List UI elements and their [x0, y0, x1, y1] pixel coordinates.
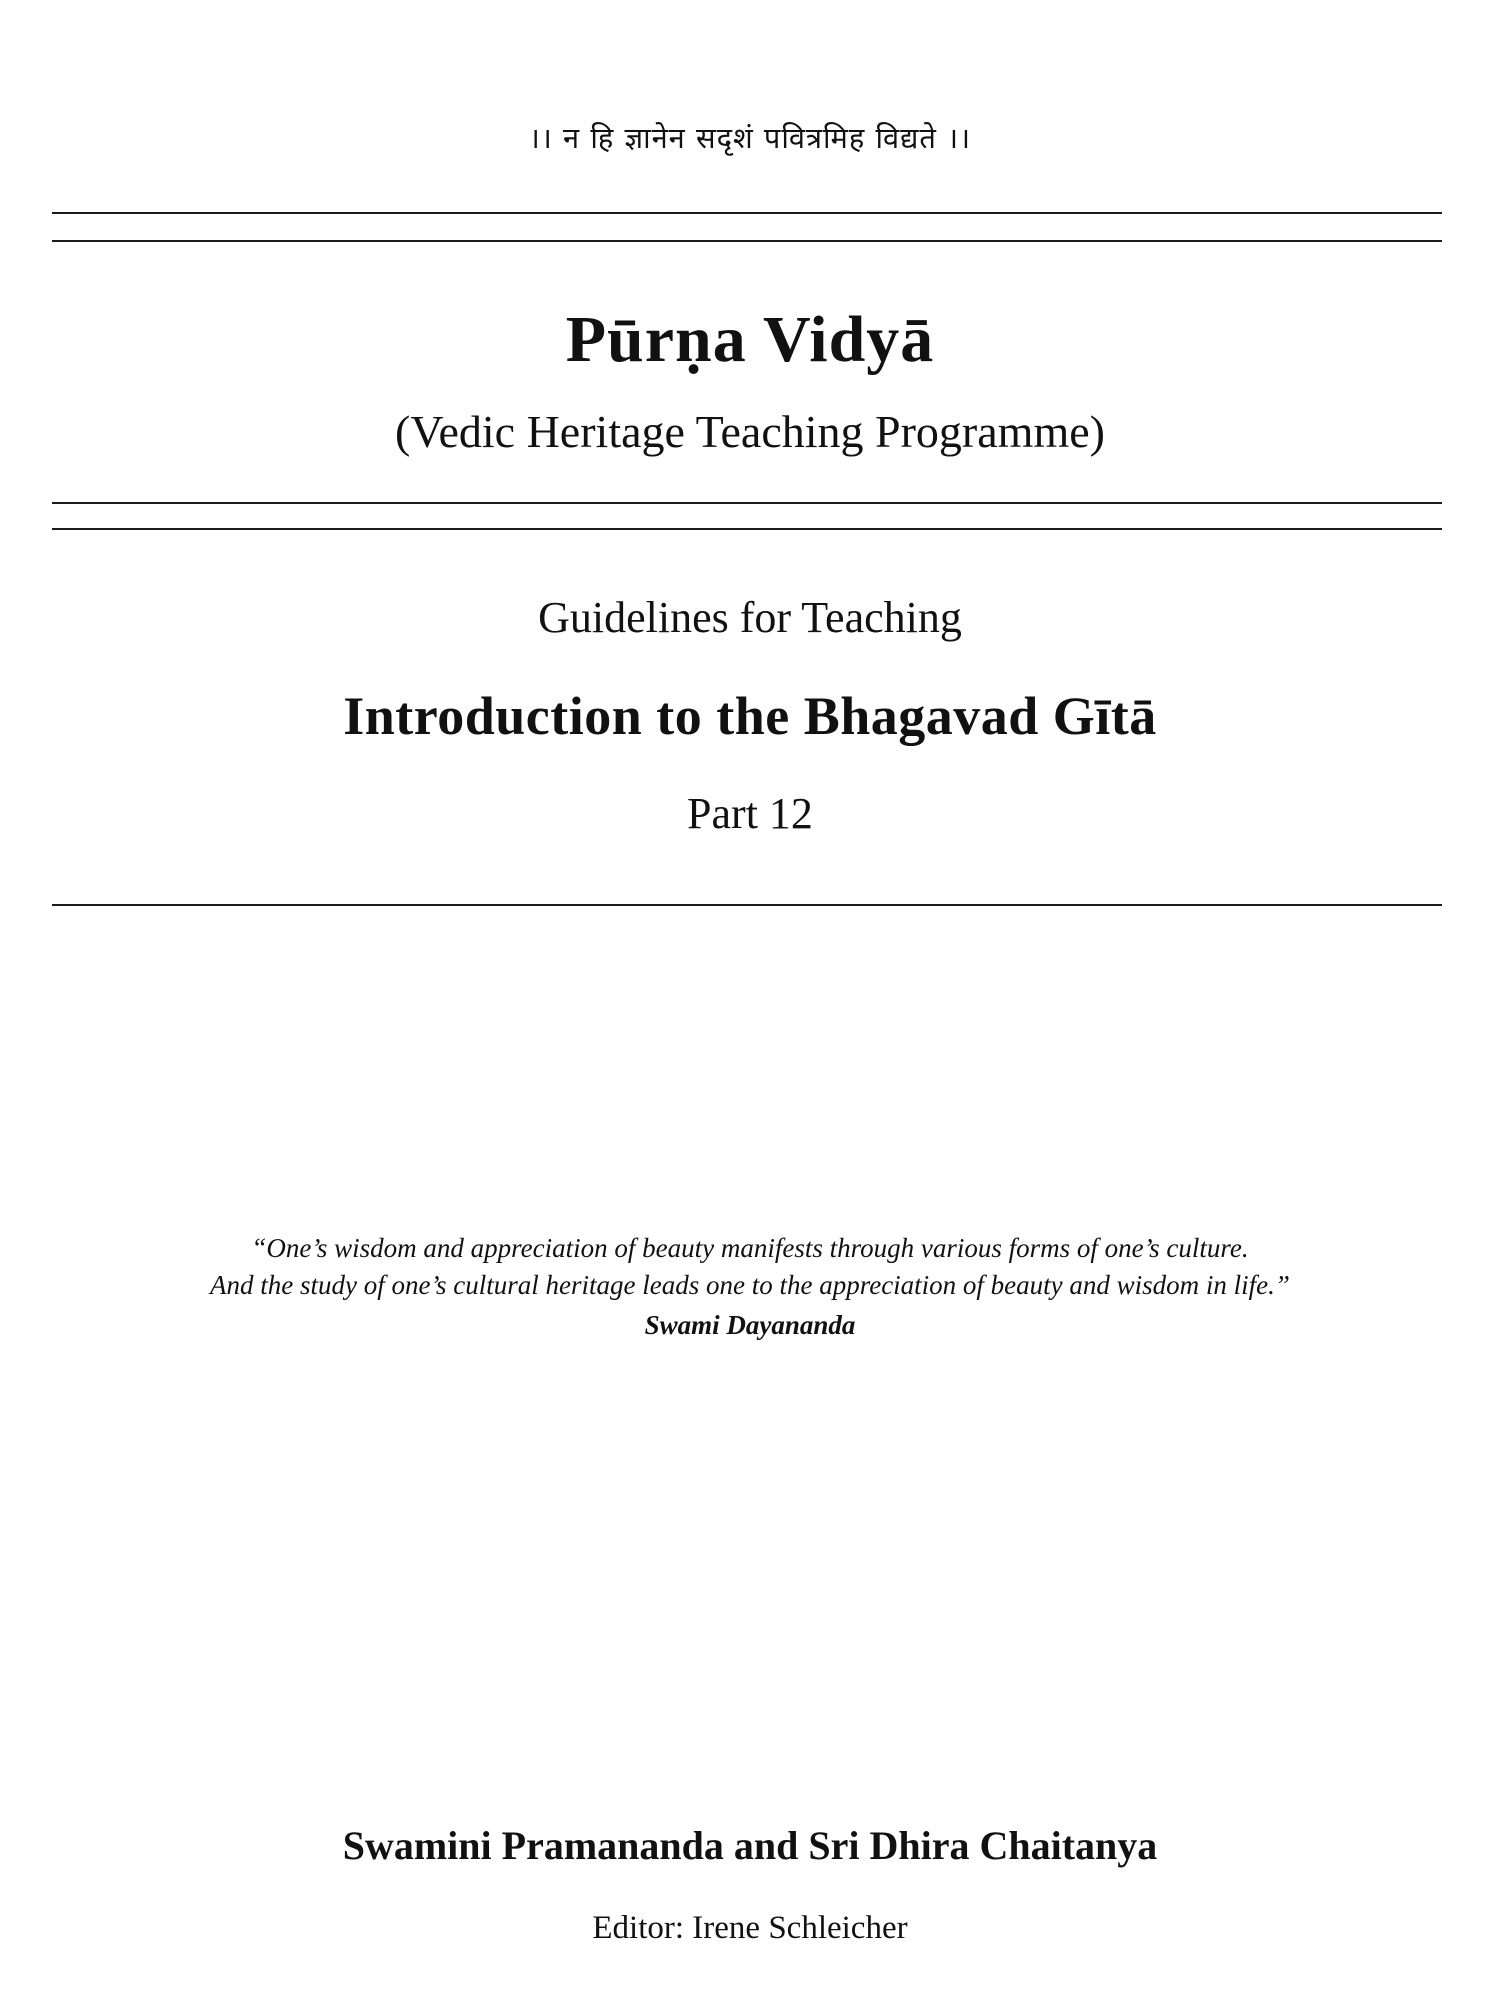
- programme-subtitle: (Vedic Heritage Teaching Programme): [395, 406, 1105, 457]
- book-title: Introduction to the Bhagavad Gītā: [343, 686, 1157, 746]
- authors: Swamini Pramananda and Sri Dhira Chaitanya: [342, 1823, 1158, 1868]
- main-title: Pūrṇa Vidyā: [565, 303, 935, 376]
- quote-line-1: “One’s wisdom and appreciation of beauty manifests through various forms of one’s culture.: [251, 1233, 1249, 1263]
- editor-credit: Editor: Irene Schleicher: [592, 1910, 908, 1946]
- rule-middle-2: [52, 528, 1442, 530]
- rule-top-2: [52, 240, 1442, 242]
- quote-author: Swami Dayananda: [644, 1310, 856, 1340]
- part-number: Part 12: [687, 789, 813, 838]
- guidelines-heading: Guidelines for Teaching: [538, 593, 962, 642]
- quote-line-2: And the study of one’s cultural heritage leads one to the appreciation of beauty and wisdom in life.”: [210, 1270, 1290, 1300]
- rule-top-1: [52, 212, 1442, 214]
- sanskrit-verse: ।। न हि ज्ञानेन सदृशं पवित्रमिह विद्यते ।।: [528, 121, 972, 155]
- rule-bottom: [52, 904, 1442, 906]
- rule-middle-1: [52, 502, 1442, 504]
